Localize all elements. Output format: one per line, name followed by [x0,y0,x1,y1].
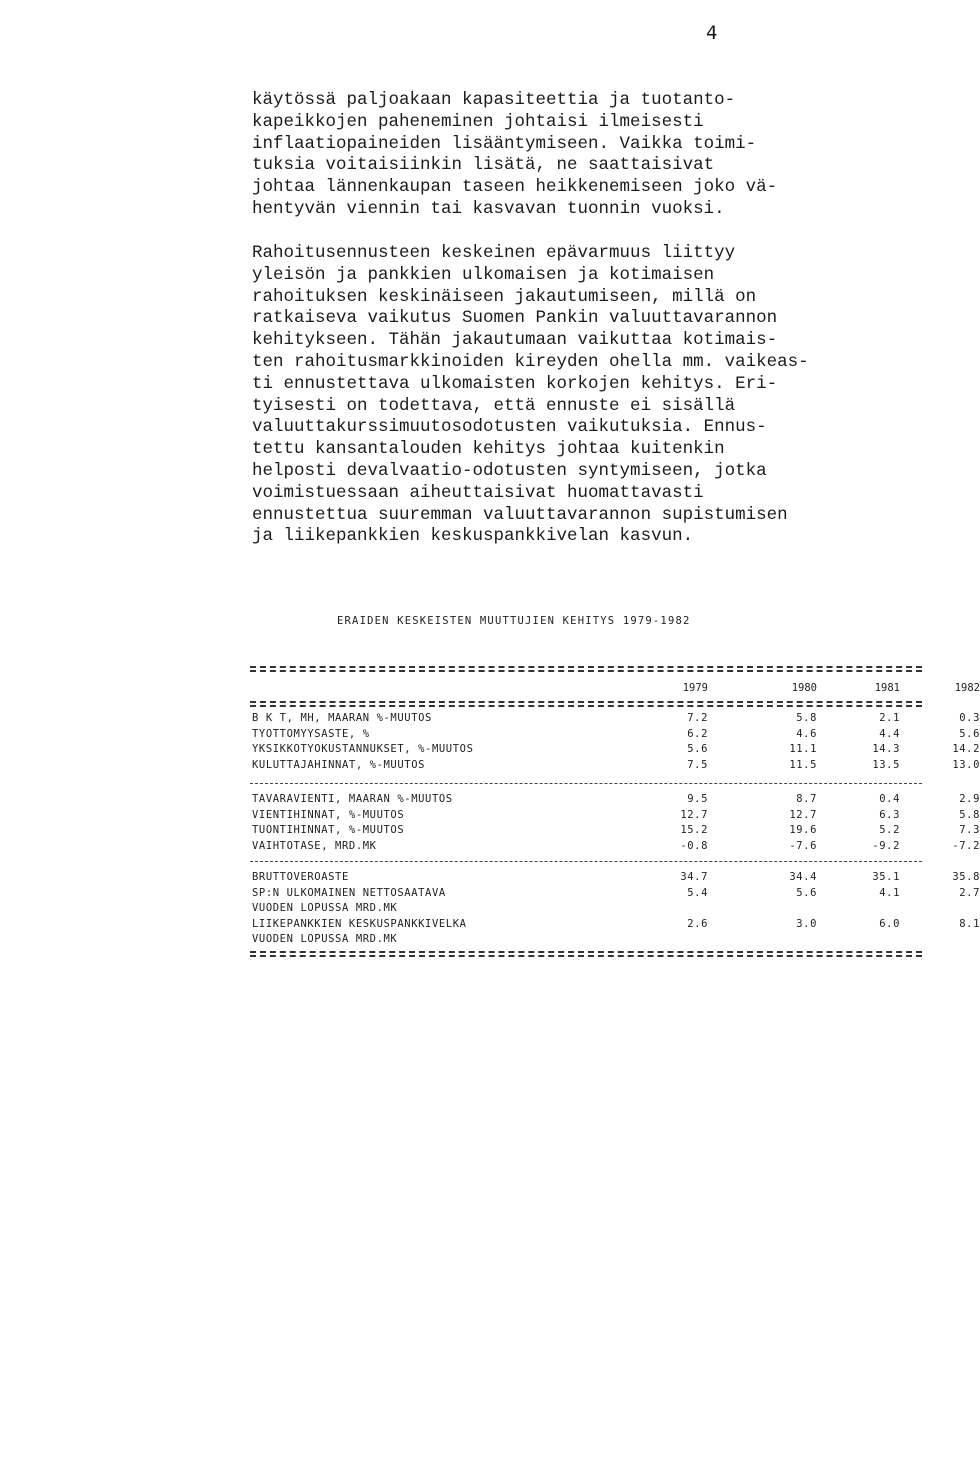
cell-1979: 34.7 [680,871,708,883]
cell-1982: 5.6 [959,727,980,740]
text-line: tettu kansantalouden kehitys johtaa kuitenkin [252,439,725,460]
cell-1982: 8.1 [959,917,980,930]
cell-1982: 35.8 [952,871,980,883]
cell-1982: 13.0 [952,758,980,771]
page-number: 4 [706,22,718,44]
text-line: inflaatiopaineiden lisääntymiseen. Vaikka toimi- [252,133,757,154]
text-line: ja liikepankkien keskuspankkivelan kasvun. [252,526,694,547]
text-line: kapeikkojen paheneminen johtaisi ilmeisesti [252,111,704,132]
table-row [252,824,980,840]
row-label: VIENTIHINNAT, %-MUUTOS [252,808,405,821]
cell-1981: 4.1 [879,886,900,899]
text-line: tuksia voitaisiinkin lisätä, ne saattaisivat [252,155,715,176]
table-row [252,871,980,887]
text-line: Rahoitusennusteen keskeinen epävarmuus liittyy [252,243,736,263]
cell-1981: 4.4 [879,727,900,740]
table-row [252,886,980,903]
cell-1981: 6.3 [879,808,900,821]
table-row [252,933,920,949]
cell-1981: 14.3 [872,743,900,755]
cell-1980: 11.1 [789,743,817,755]
cell-1980: 5.6 [796,886,817,899]
cell-1979: 5.6 [687,743,708,755]
section-rule [250,783,922,784]
cell-1981: 35.1 [872,871,900,883]
row-label: TUONTIHINNAT, %-MUUTOS [252,824,405,836]
cell-1980: 11.5 [789,758,817,771]
row-label: B K T, MH, MAARAN %-MUUTOS [252,712,432,724]
cell-1980: 34.4 [789,871,817,883]
table-group-3 [252,871,980,949]
paragraph-2 [252,243,809,548]
table-row [252,839,980,856]
row-label: BRUTTOVEROASTE [252,871,349,883]
cell-1980: 8.7 [796,793,817,805]
text-line: kehitykseen. Tähän jakautumaan vaikuttaa kotimais- [252,330,778,351]
row-label: SP:N ULKOMAINEN NETTOSAATAVA [252,886,446,899]
cell-1979: 12.7 [680,808,708,821]
row-label: TAVARAVIENTI, MAARAN %-MUUTOS [252,793,453,805]
cell-1981: -9.2 [872,839,900,852]
table-group-1 [252,712,980,774]
cell-1980: 4.6 [796,727,817,740]
text-line: voimistuessaan aiheuttaisivat huomattavasti [252,482,704,503]
double-rule [250,951,922,957]
row-label: LIIKEPANKKIEN KESKUSPANKKIVELKA [252,917,467,930]
text-line: johtaa lännenkaupan taseen heikkenemiseen joko vä- [252,177,778,198]
cell-1982: 2.7 [959,886,980,899]
table-row [252,808,980,825]
table-row [252,917,980,934]
cell-1982: -7.2 [952,839,980,852]
cell-1980: -7.6 [789,839,817,852]
cell-1980: 5.8 [796,712,817,724]
table-header [252,682,980,698]
cell-1980: 19.6 [789,824,817,836]
row-label: VAIHTOTASE, MRD.MK [252,839,377,852]
paragraph-1 [252,90,777,221]
year-header: 1981 [874,682,900,694]
cell-1979: 5.4 [687,886,708,899]
cell-1980: 3.0 [796,917,817,930]
cell-1980: 12.7 [789,808,817,821]
text-line: ratkaiseva vaikutus Suomen Pankin valuuttavarannon [252,308,778,329]
row-label: VUODEN LOPUSSA MRD.MK [252,933,398,945]
cell-1979: 15.2 [680,824,708,836]
cell-1979: 9.5 [687,793,708,805]
year-header: 1979 [682,682,708,694]
cell-1981: 6.0 [879,917,900,930]
text-line: ti ennustettava ulkomaisten korkojen kehitys. Eri- [252,373,778,394]
year-header: 1980 [791,682,817,694]
table-row [252,758,980,775]
text-line: valuuttakurssimuutosodotusten vaikutuksia. Ennus- [252,417,767,438]
cell-1979: 2.6 [687,917,708,930]
text-line: yleisön ja pankkien ulkomaisen ja kotimaisen [252,264,715,285]
cell-1982: 7.3 [959,824,980,836]
cell-1979: -0.8 [680,839,708,852]
row-label: KULUTTAJAHINNAT, %-MUUTOS [252,758,426,771]
cell-1979: 7.2 [687,712,708,724]
table-row [252,902,920,918]
row-label: YKSIKKOTYOKUSTANNUKSET, %-MUUTOS [252,743,474,755]
table-row [252,743,980,759]
cell-1981: 13.5 [872,758,900,771]
row-label: VUODEN LOPUSSA MRD.MK [252,902,398,914]
text-line: hentyvän viennin tai kasvavan tuonnin vuoksi. [252,198,725,219]
text-line: helposti devalvaatio-odotusten syntymiseen, jotka [252,460,767,481]
text-line: rahoituksen keskinäiseen jakautumiseen, millä on [252,286,757,307]
table-row [252,712,980,728]
double-rule [250,701,922,707]
table-row [252,727,980,744]
cell-1981: 0.4 [879,793,900,805]
section-rule [250,861,922,862]
table-title: ERAIDEN KESKEISTEN MUUTTUJIEN KEHITYS 1979-1982 [337,615,691,627]
cell-1981: 2.1 [879,712,900,724]
text-line: ten rahoitusmarkkinoiden kireyden ohella mm. vaikeas- [252,351,809,372]
text-line: käytössä paljoakaan kapasiteettia ja tuotanto- [252,90,736,110]
cell-1982: 0.3 [959,712,980,724]
cell-1982: 5.8 [959,808,980,821]
double-rule [250,666,922,672]
cell-1982: 2.9 [959,793,980,805]
text-line: ennustettua suuremman valuuttavarannon supistumisen [252,504,788,525]
table-group-2 [252,793,980,855]
cell-1981: 5.2 [879,824,900,836]
table-row [252,793,980,809]
cell-1979: 6.2 [687,727,708,740]
text-line: tyisesti on todettava, että ennuste ei sisällä [252,395,736,416]
cell-1979: 7.5 [687,758,708,771]
cell-1982: 14.2 [952,743,980,755]
year-header: 1982 [954,682,980,694]
row-label: TYOTTOMYYSASTE, % [252,727,370,740]
